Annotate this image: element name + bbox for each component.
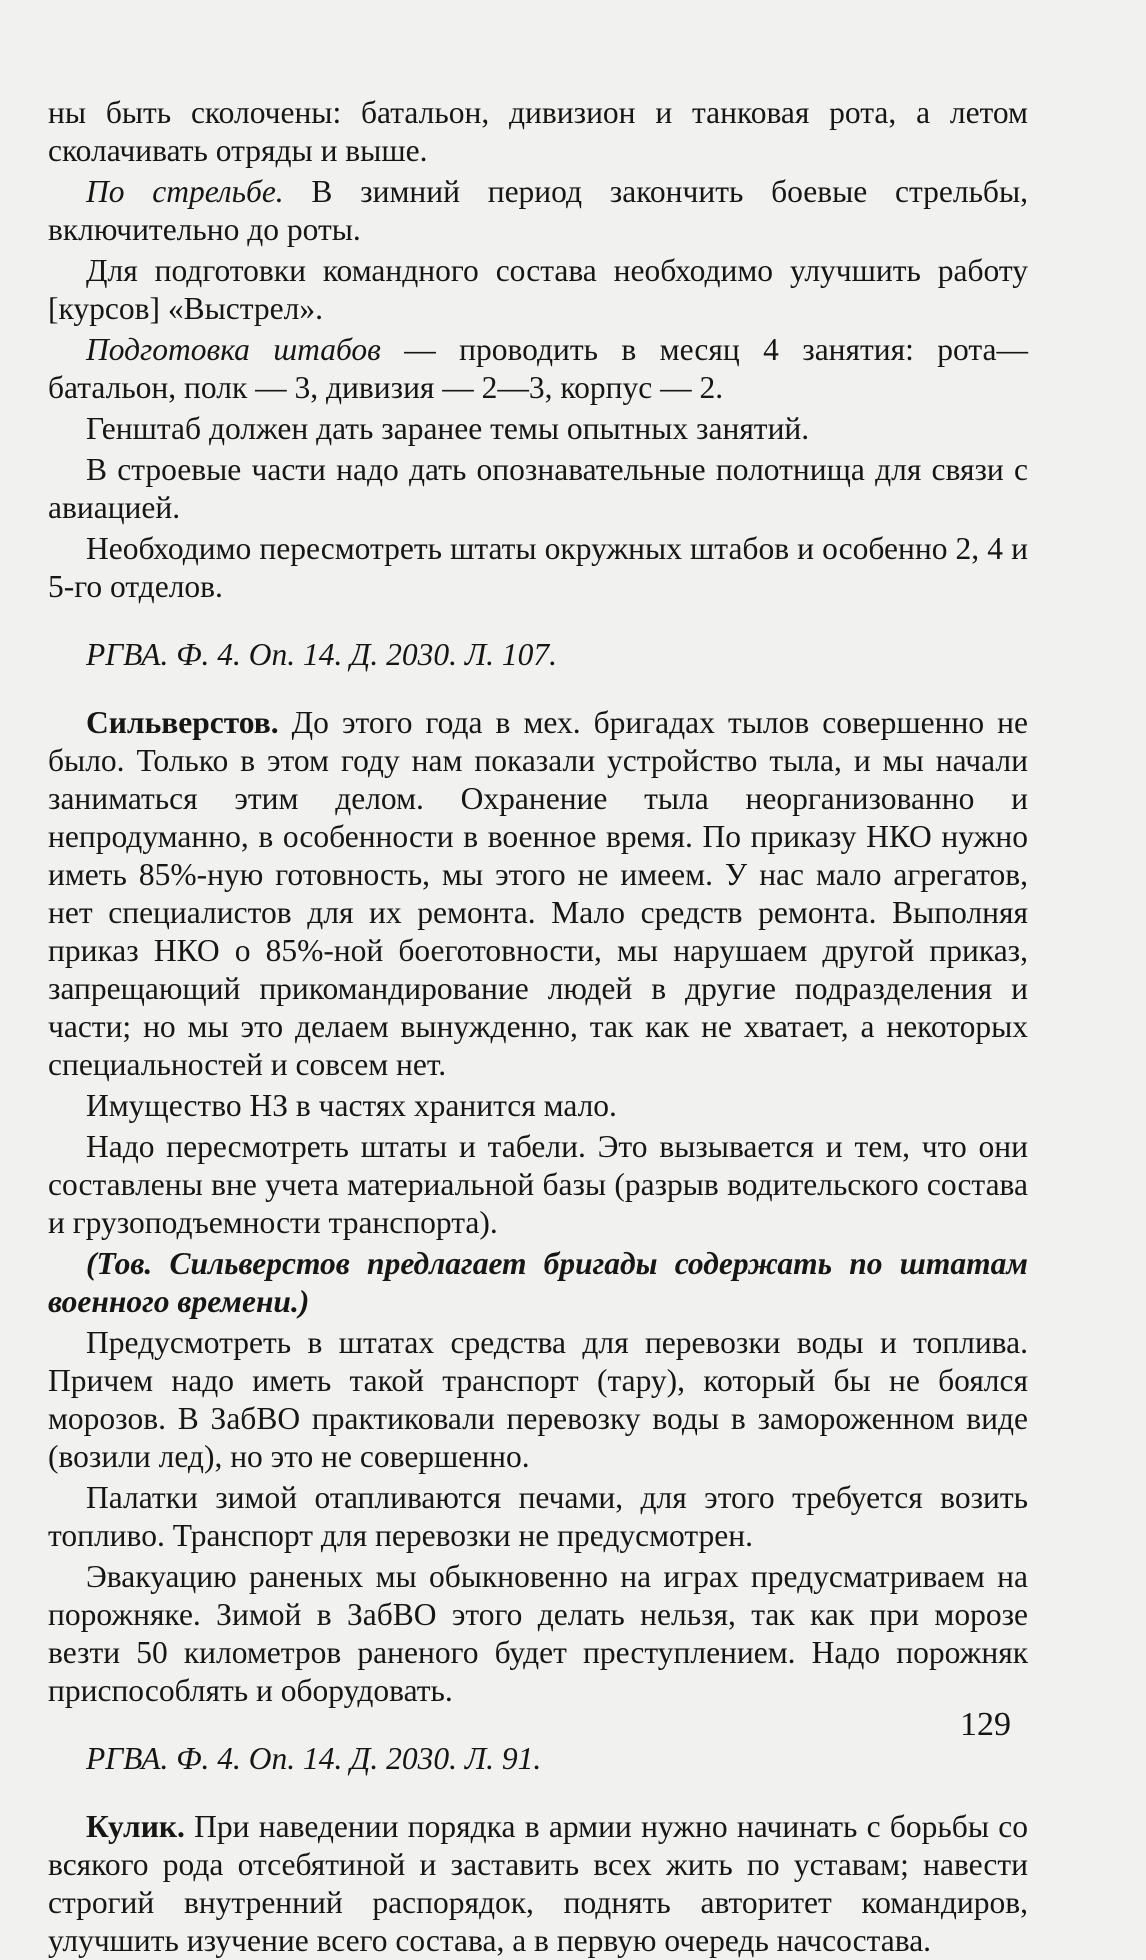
paragraph (48, 1245, 1028, 1321)
paragraph (48, 530, 1028, 606)
paragraph-text: До этого года в мех. бригадах тылов совершенно не было. Только в этом году нам показали устройство тыла, и мы начали заниматься этим делом. Охранение тыла неорганизованно и непродуманно, в особенности в военное время. По приказу НКО нужно иметь 85%-ную готовность, мы этого не имеем. У нас мало агрегатов, нет специалистов для их ремонта. Мало средств ремонта. Выполняя приказ НКО о 85%-ной боеготовности, мы нарушаем другой приказ, запрещающий прикомандирование людей в другие подразделения и части; но мы это делаем вынужденно, так как не хватает, а некоторых специальностей и совсем нет. (48, 705, 1028, 1082)
paragraph (48, 451, 1028, 527)
paragraph-text: РГВА. Ф. 4. Оп. 14. Д. 2030. Л. 107. (86, 637, 558, 672)
paragraph (48, 252, 1028, 328)
paragraph-text: Генштаб должен дать заранее темы опытных занятий. (86, 411, 810, 446)
archive-source-line (48, 636, 1028, 674)
paragraph (48, 1324, 1028, 1476)
archive-source-line (48, 1740, 1028, 1778)
emphasized-text: По стрельбе. (86, 174, 284, 209)
emphasized-text: Подготовка штабов (86, 332, 381, 367)
paragraph (48, 173, 1028, 249)
paragraph-text: Палатки зимой отапливаются печами, для этого требуется возить топливо. Транспорт для перевозки не предусмотрен. (48, 1480, 1028, 1553)
page-number: 129 (960, 1706, 1011, 1743)
paragraph-text: Имущество НЗ в частях хранится мало. (86, 1088, 617, 1123)
paragraph-text: Необходимо пересмотреть штаты окружных штабов и особенно 2, 4 и 5-го отделов. (48, 531, 1028, 604)
paragraph (48, 1558, 1028, 1710)
paragraph (48, 331, 1028, 407)
emphasized-text: Кулик. (86, 1809, 185, 1844)
page-text (48, 94, 1028, 1960)
paragraph-text: В зимний период закончить боевые стрельбы, включительно до роты. (48, 174, 1028, 247)
emphasized-text: Сильверстов. (86, 705, 279, 740)
paragraph-text: РГВА. Ф. 4. Оп. 14. Д. 2030. Л. 91. (86, 1741, 542, 1776)
emphasized-text: (Тов. Сильверстов предлагает бригады содержать по штатам военного времени.) (48, 1246, 1028, 1319)
paragraph-text: Эвакуацию раненых мы обыкновенно на играх предусматриваем на порожняке. Зимой в ЗабВО этого делать нельзя, так как при морозе везти 50 километров раненого будет преступлением. Надо порожняк приспособлять и оборудовать. (48, 1559, 1028, 1708)
paragraph-text: ны быть сколочены: батальон, дивизион и танковая рота, а летом сколачивать отряды и выше. (48, 95, 1028, 168)
paragraph-text: Надо пересмотреть штаты и табели. Это вызывается и тем, что они составлены вне учета материальной базы (разрыв водительского состава и грузоподъемности транспорта). (48, 1129, 1028, 1240)
paragraph-text: — проводить в месяц 4 занятия: рота—батальон, полк — 3, дивизия — 2—3, корпус — 2. (48, 332, 1028, 405)
paragraph (48, 1128, 1028, 1242)
paragraph (48, 1087, 1028, 1125)
paragraph-text: В строевые части надо дать опознавательные полотнища для связи с авиацией. (48, 452, 1028, 525)
paragraph-text: Для подготовки командного состава необходимо улучшить работу [курсов] «Выстрел». (48, 253, 1028, 326)
paragraph-text: Предусмотреть в штатах средства для перевозки воды и топлива. Причем надо иметь такой транспорт (тару), который бы не боялся морозов. В ЗабВО практиковали перевозку воды в замороженном виде (возили лед), но это не совершенно. (48, 1325, 1028, 1474)
paragraph (48, 1808, 1028, 1960)
paragraph (48, 1479, 1028, 1555)
paragraph (48, 704, 1028, 1084)
paragraph (48, 94, 1028, 170)
paragraph (48, 410, 1028, 448)
paragraph-text: При наведении порядка в армии нужно начинать с борьбы со всякого рода отсебятиной и заставить всех жить по уставам; навести строгий внутренний распорядок, поднять авторитет командиров, улучшить изучение всего состава, а в первую очередь начсостава. (48, 1809, 1028, 1958)
